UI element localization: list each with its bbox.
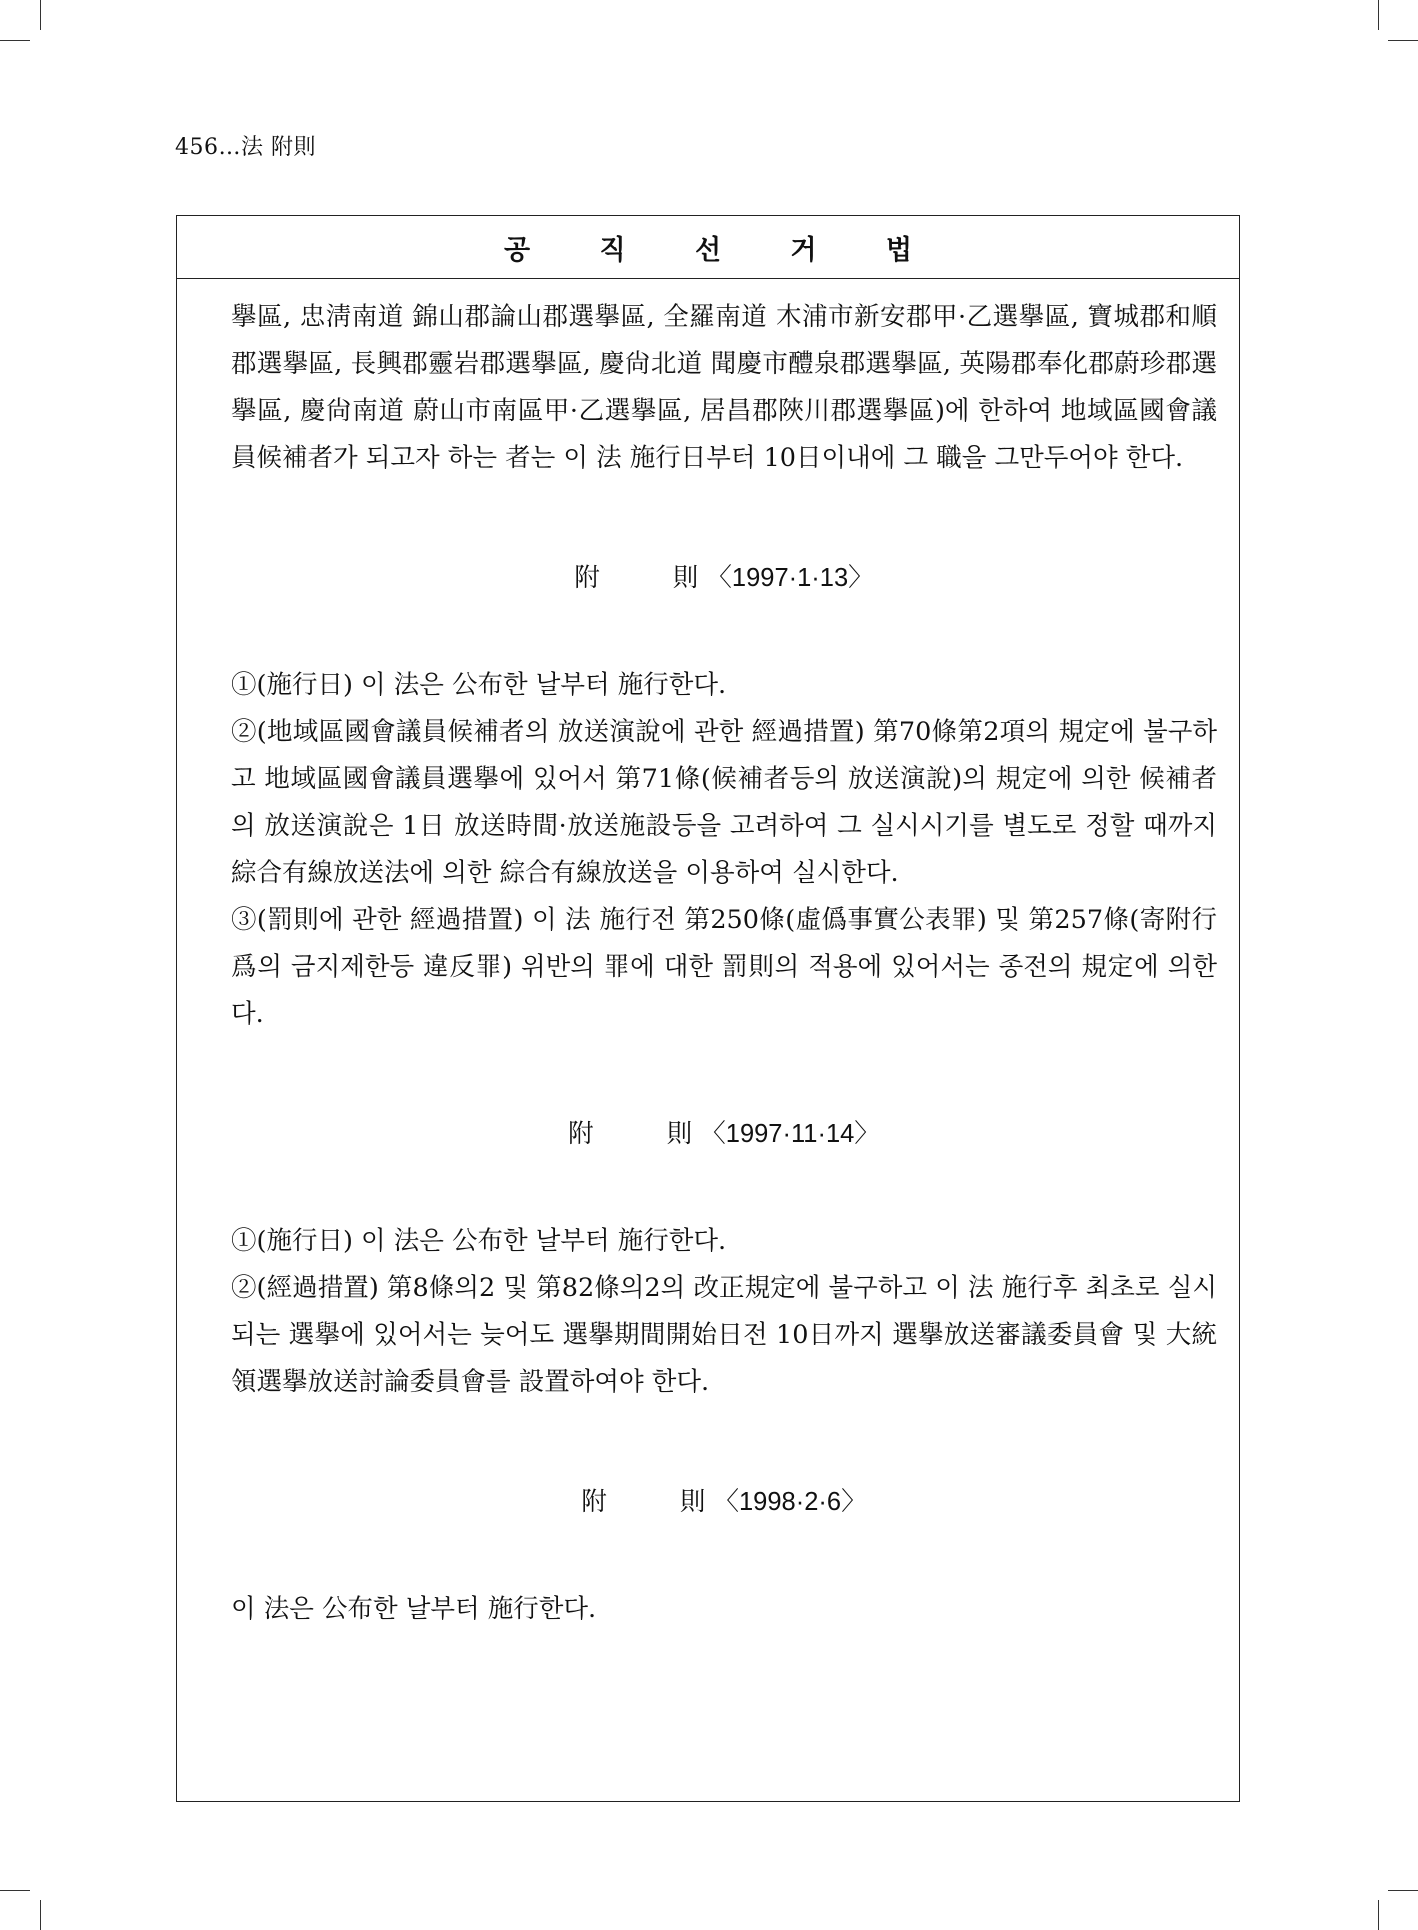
addendum-date: 〈1997·11·14〉 [700,1120,880,1148]
addendum-label-right: 則 [679,1487,706,1517]
addendum-item: ①(施行日) 이 法은 公布한 날부터 施行한다. [231,670,727,700]
crop-mark [40,0,41,30]
addendum-heading [231,1479,1217,1526]
addendum-label-right: 則 [666,1119,693,1149]
crop-mark [0,40,30,41]
box-title: 공 직 선 거 법 [177,216,1239,279]
crop-mark [0,1890,30,1891]
addendum-label-left: 附 [574,563,600,593]
running-head: 456…法 附則 [175,135,316,160]
addendum-item: 이 法은 公布한 날부터 施行한다. [231,1594,597,1624]
addendum-heading [231,1111,1217,1158]
addendum-label-left: 附 [581,1487,607,1517]
box-body [231,294,1217,1633]
addendum-label-right: 則 [672,563,699,593]
addendum-item: ②(經過措置) 第8條의2 및 第82條의2의 改正規定에 불구하고 이 法 施行후 최초로 실시되는 選擧에 있어서는 늦어도 選擧期間開始日전 10日까지 選擧放送審議委員會 및 大統領選擧放送討論委員會를 設置하여야 한다. [231,1273,1217,1397]
crop-mark [1378,1900,1379,1930]
addendum-date: 〈1998·2·6〉 [713,1488,867,1516]
addendum-heading [231,555,1217,602]
crop-mark [1388,40,1418,41]
intro-paragraph: 擧區, 忠淸南道 錦山郡論山郡選擧區, 全羅南道 木浦市新安郡甲·乙選擧區, 寶城郡和順郡選擧區, 長興郡靈岩郡選擧區, 慶尙北道 聞慶市醴泉郡選擧區, 英陽郡奉化郡蔚珍郡選擧區, 慶尙南道 蔚山市南區甲·乙選擧區, 居昌郡陜川郡選擧區)에 한하여 地域區國會議員候補者가 되고자 하는 者는 이 法 施行日부터 10日이내에 그 職을 그만두어야 한다. [231,302,1217,473]
addendum-item: ③(罰則에 관한 經過措置) 이 法 施行전 第250條(虛僞事實公表罪) 및 第257條(寄附行爲의 금지제한등 違反罪) 위반의 罪에 대한 罰則의 적용에 있어서는 종전의 規定에 의한다. [231,905,1217,1029]
addendum-item: ①(施行日) 이 法은 公布한 날부터 施行한다. [231,1226,727,1256]
addendum-label-left: 附 [568,1119,594,1149]
crop-mark [1378,0,1379,30]
law-text-box [176,215,1240,1802]
crop-mark [40,1900,41,1930]
addendum-date: 〈1997·1·13〉 [706,564,874,592]
addendum-item: ②(地域區國會議員候補者의 放送演說에 관한 經過措置) 第70條第2項의 規定에 불구하고 地域區國會議員選擧에 있어서 第71條(候補者등의 放送演說)의 規定에 의한 候補者의 放送演說은 1日 放送時間·放送施設등을 고려하여 그 실시시기를 별도로 정할 때까지 綜合有線放送法에 의한 綜合有線放送을 이용하여 실시한다. [231,717,1217,888]
crop-mark [1388,1890,1418,1891]
